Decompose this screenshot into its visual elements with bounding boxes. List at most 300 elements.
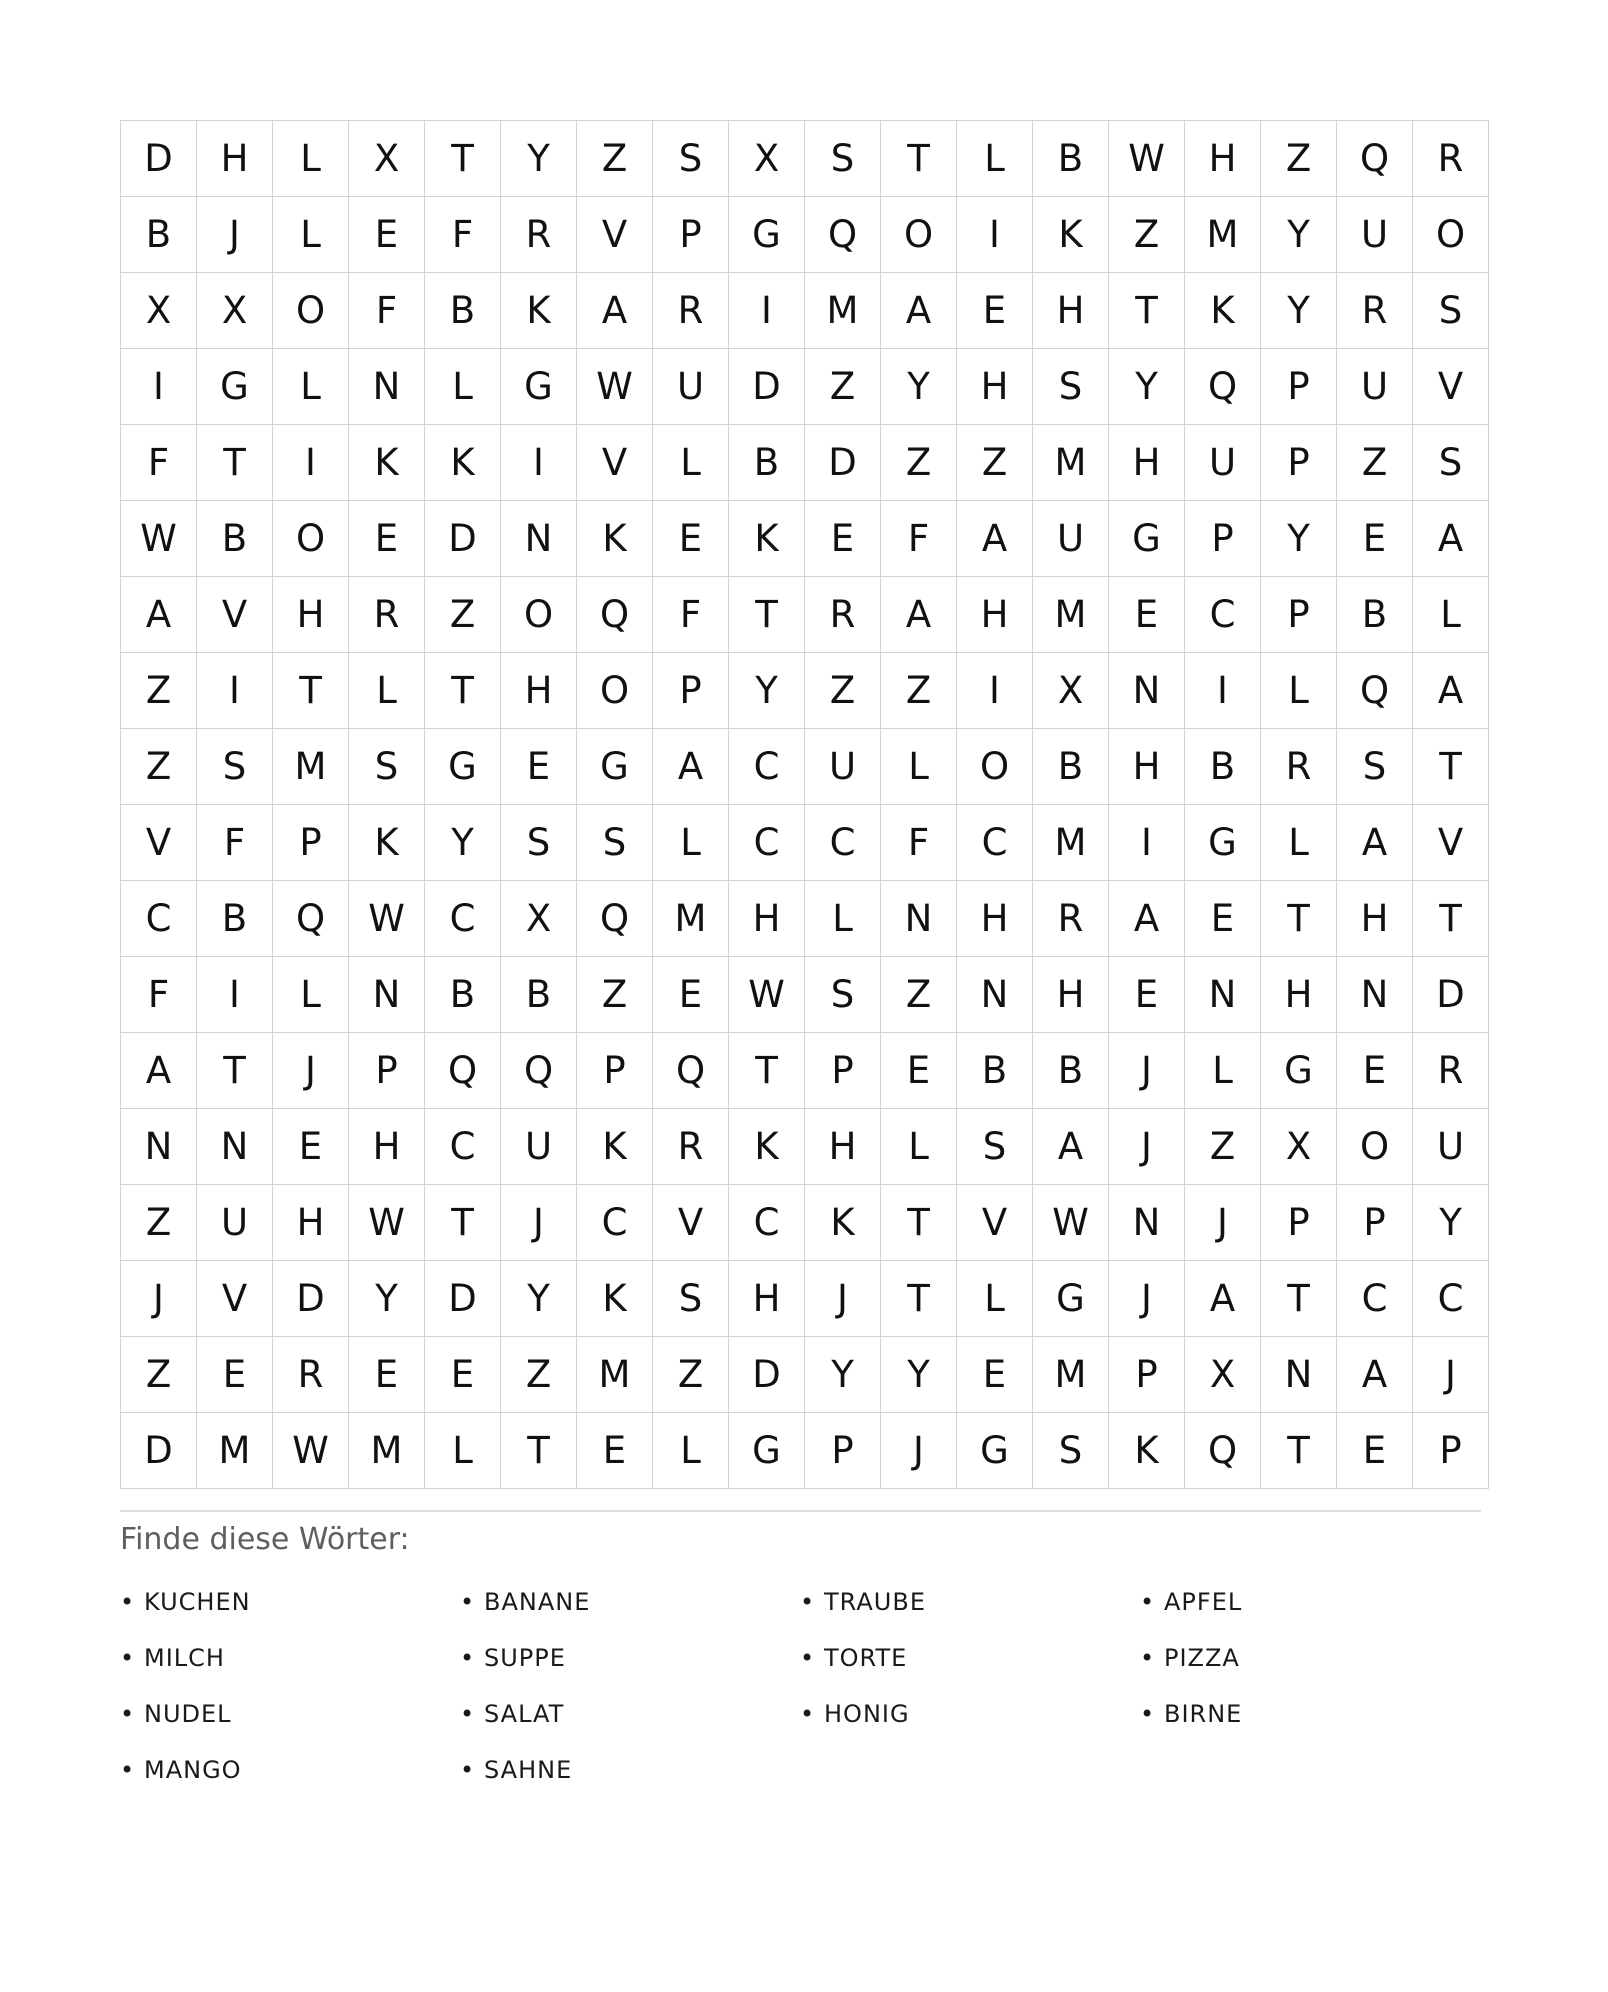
grid-cell[interactable]: F — [121, 957, 197, 1033]
grid-cell[interactable]: Y — [881, 1337, 957, 1413]
grid-cell[interactable]: S — [1413, 425, 1489, 501]
grid-cell[interactable]: U — [1413, 1109, 1489, 1185]
grid-cell[interactable]: G — [425, 729, 501, 805]
grid-cell[interactable]: T — [881, 1185, 957, 1261]
grid-cell[interactable]: Z — [653, 1337, 729, 1413]
grid-cell[interactable]: Q — [425, 1033, 501, 1109]
grid-cell[interactable]: L — [653, 805, 729, 881]
grid-cell[interactable]: H — [273, 1185, 349, 1261]
grid-cell[interactable]: V — [577, 425, 653, 501]
grid-cell[interactable]: D — [273, 1261, 349, 1337]
grid-cell[interactable]: D — [805, 425, 881, 501]
grid-cell[interactable]: F — [197, 805, 273, 881]
grid-cell[interactable]: A — [957, 501, 1033, 577]
grid-cell[interactable]: I — [1185, 653, 1261, 729]
grid-cell[interactable]: L — [881, 1109, 957, 1185]
grid-cell[interactable]: K — [349, 805, 425, 881]
grid-cell[interactable]: M — [805, 273, 881, 349]
grid-cell[interactable]: P — [653, 197, 729, 273]
grid-cell[interactable]: Y — [1261, 273, 1337, 349]
grid-cell[interactable]: I — [273, 425, 349, 501]
grid-cell[interactable]: P — [1109, 1337, 1185, 1413]
grid-cell[interactable]: Q — [577, 881, 653, 957]
grid-cell[interactable]: T — [197, 425, 273, 501]
grid-cell[interactable]: V — [121, 805, 197, 881]
grid-cell[interactable]: W — [577, 349, 653, 425]
grid-cell[interactable]: Y — [881, 349, 957, 425]
grid-cell[interactable]: Z — [121, 1185, 197, 1261]
grid-cell[interactable]: L — [349, 653, 425, 729]
grid-cell[interactable]: S — [577, 805, 653, 881]
grid-cell[interactable]: B — [425, 273, 501, 349]
grid-cell[interactable]: X — [729, 121, 805, 197]
grid-cell[interactable]: P — [805, 1413, 881, 1489]
grid-cell[interactable]: H — [1109, 425, 1185, 501]
grid-cell[interactable]: C — [729, 805, 805, 881]
grid-cell[interactable]: C — [957, 805, 1033, 881]
grid-cell[interactable]: K — [577, 1109, 653, 1185]
grid-cell[interactable]: V — [957, 1185, 1033, 1261]
grid-cell[interactable]: T — [1261, 1413, 1337, 1489]
grid-cell[interactable]: R — [1413, 1033, 1489, 1109]
grid-cell[interactable]: C — [729, 729, 805, 805]
grid-cell[interactable]: J — [1185, 1185, 1261, 1261]
grid-cell[interactable]: J — [881, 1413, 957, 1489]
grid-cell[interactable]: R — [501, 197, 577, 273]
grid-cell[interactable]: I — [1109, 805, 1185, 881]
grid-cell[interactable]: D — [1413, 957, 1489, 1033]
grid-cell[interactable]: K — [1185, 273, 1261, 349]
grid-cell[interactable]: L — [881, 729, 957, 805]
grid-cell[interactable]: V — [1413, 349, 1489, 425]
grid-cell[interactable]: T — [1261, 1261, 1337, 1337]
grid-cell[interactable]: T — [425, 653, 501, 729]
grid-cell[interactable]: M — [1033, 805, 1109, 881]
grid-cell[interactable]: T — [1413, 881, 1489, 957]
grid-cell[interactable]: Q — [805, 197, 881, 273]
grid-cell[interactable]: A — [577, 273, 653, 349]
grid-cell[interactable]: G — [501, 349, 577, 425]
grid-cell[interactable]: L — [805, 881, 881, 957]
grid-cell[interactable]: B — [425, 957, 501, 1033]
grid-cell[interactable]: F — [881, 805, 957, 881]
grid-cell[interactable]: N — [881, 881, 957, 957]
grid-cell[interactable]: B — [197, 501, 273, 577]
grid-cell[interactable]: G — [957, 1413, 1033, 1489]
grid-cell[interactable]: C — [425, 881, 501, 957]
grid-cell[interactable]: Z — [121, 729, 197, 805]
grid-cell[interactable]: J — [1109, 1109, 1185, 1185]
grid-cell[interactable]: F — [653, 577, 729, 653]
grid-cell[interactable]: E — [957, 1337, 1033, 1413]
grid-cell[interactable]: L — [1185, 1033, 1261, 1109]
grid-cell[interactable]: J — [501, 1185, 577, 1261]
grid-cell[interactable]: H — [805, 1109, 881, 1185]
grid-cell[interactable]: L — [653, 425, 729, 501]
grid-cell[interactable]: V — [197, 577, 273, 653]
grid-cell[interactable]: B — [1185, 729, 1261, 805]
grid-cell[interactable]: S — [805, 957, 881, 1033]
grid-cell[interactable]: Y — [729, 653, 805, 729]
grid-cell[interactable]: A — [653, 729, 729, 805]
grid-cell[interactable]: S — [197, 729, 273, 805]
grid-cell[interactable]: Y — [425, 805, 501, 881]
grid-cell[interactable]: M — [1033, 425, 1109, 501]
grid-cell[interactable]: Z — [121, 1337, 197, 1413]
grid-cell[interactable]: Y — [805, 1337, 881, 1413]
grid-cell[interactable]: P — [273, 805, 349, 881]
grid-cell[interactable]: D — [425, 501, 501, 577]
grid-cell[interactable]: X — [1261, 1109, 1337, 1185]
grid-cell[interactable]: T — [1413, 729, 1489, 805]
grid-cell[interactable]: R — [1337, 273, 1413, 349]
grid-cell[interactable]: H — [957, 577, 1033, 653]
grid-cell[interactable]: Q — [1337, 653, 1413, 729]
grid-cell[interactable]: G — [577, 729, 653, 805]
grid-cell[interactable]: S — [349, 729, 425, 805]
grid-cell[interactable]: J — [1109, 1033, 1185, 1109]
grid-cell[interactable]: K — [729, 1109, 805, 1185]
grid-cell[interactable]: S — [1413, 273, 1489, 349]
grid-cell[interactable]: M — [349, 1413, 425, 1489]
grid-cell[interactable]: U — [805, 729, 881, 805]
grid-cell[interactable]: M — [653, 881, 729, 957]
grid-cell[interactable]: P — [1261, 577, 1337, 653]
grid-cell[interactable]: N — [349, 957, 425, 1033]
grid-cell[interactable]: L — [425, 349, 501, 425]
grid-cell[interactable]: O — [1337, 1109, 1413, 1185]
grid-cell[interactable]: J — [1109, 1261, 1185, 1337]
grid-cell[interactable]: Z — [805, 653, 881, 729]
grid-cell[interactable]: W — [349, 881, 425, 957]
grid-cell[interactable]: E — [805, 501, 881, 577]
grid-cell[interactable]: B — [121, 197, 197, 273]
grid-cell[interactable]: W — [349, 1185, 425, 1261]
grid-cell[interactable]: Z — [1261, 121, 1337, 197]
grid-cell[interactable]: L — [1261, 653, 1337, 729]
grid-cell[interactable]: E — [1109, 957, 1185, 1033]
grid-cell[interactable]: K — [1109, 1413, 1185, 1489]
grid-cell[interactable]: P — [653, 653, 729, 729]
grid-cell[interactable]: L — [425, 1413, 501, 1489]
grid-cell[interactable]: H — [1109, 729, 1185, 805]
grid-cell[interactable]: Y — [1413, 1185, 1489, 1261]
grid-cell[interactable]: E — [349, 197, 425, 273]
grid-cell[interactable]: K — [501, 273, 577, 349]
grid-cell[interactable]: S — [957, 1109, 1033, 1185]
grid-cell[interactable]: W — [273, 1413, 349, 1489]
grid-cell[interactable]: G — [1185, 805, 1261, 881]
grid-cell[interactable]: E — [881, 1033, 957, 1109]
grid-cell[interactable]: Y — [1261, 197, 1337, 273]
grid-cell[interactable]: M — [273, 729, 349, 805]
grid-cell[interactable]: J — [273, 1033, 349, 1109]
grid-cell[interactable]: H — [1033, 273, 1109, 349]
grid-cell[interactable]: R — [1413, 121, 1489, 197]
grid-cell[interactable]: W — [729, 957, 805, 1033]
grid-cell[interactable]: G — [729, 197, 805, 273]
grid-cell[interactable]: C — [805, 805, 881, 881]
grid-cell[interactable]: K — [577, 1261, 653, 1337]
grid-cell[interactable]: P — [1413, 1413, 1489, 1489]
grid-cell[interactable]: U — [1185, 425, 1261, 501]
grid-cell[interactable]: H — [729, 1261, 805, 1337]
grid-cell[interactable]: E — [349, 1337, 425, 1413]
grid-cell[interactable]: N — [1109, 1185, 1185, 1261]
grid-cell[interactable]: Q — [1337, 121, 1413, 197]
grid-cell[interactable]: B — [957, 1033, 1033, 1109]
grid-cell[interactable]: S — [1033, 1413, 1109, 1489]
grid-cell[interactable]: D — [121, 1413, 197, 1489]
grid-cell[interactable]: E — [1337, 1413, 1413, 1489]
grid-cell[interactable]: S — [1337, 729, 1413, 805]
grid-cell[interactable]: W — [1109, 121, 1185, 197]
grid-cell[interactable]: Z — [121, 653, 197, 729]
grid-cell[interactable]: E — [349, 501, 425, 577]
grid-cell[interactable]: E — [653, 957, 729, 1033]
grid-cell[interactable]: D — [121, 121, 197, 197]
grid-cell[interactable]: U — [1337, 197, 1413, 273]
grid-cell[interactable]: Q — [1185, 349, 1261, 425]
grid-cell[interactable]: A — [1185, 1261, 1261, 1337]
grid-cell[interactable]: M — [1033, 1337, 1109, 1413]
grid-cell[interactable]: G — [197, 349, 273, 425]
grid-cell[interactable]: H — [197, 121, 273, 197]
grid-cell[interactable]: I — [197, 957, 273, 1033]
grid-cell[interactable]: A — [121, 577, 197, 653]
grid-cell[interactable]: H — [1033, 957, 1109, 1033]
grid-cell[interactable]: B — [1033, 729, 1109, 805]
grid-cell[interactable]: U — [1337, 349, 1413, 425]
grid-cell[interactable]: X — [1185, 1337, 1261, 1413]
grid-cell[interactable]: Z — [957, 425, 1033, 501]
grid-cell[interactable]: B — [1033, 121, 1109, 197]
grid-cell[interactable]: G — [1261, 1033, 1337, 1109]
grid-cell[interactable]: O — [881, 197, 957, 273]
grid-cell[interactable]: V — [197, 1261, 273, 1337]
grid-cell[interactable]: E — [501, 729, 577, 805]
grid-cell[interactable]: C — [425, 1109, 501, 1185]
grid-cell[interactable]: T — [425, 121, 501, 197]
grid-cell[interactable]: N — [957, 957, 1033, 1033]
grid-cell[interactable]: G — [1109, 501, 1185, 577]
grid-cell[interactable]: T — [1109, 273, 1185, 349]
grid-cell[interactable]: T — [881, 1261, 957, 1337]
grid-cell[interactable]: S — [501, 805, 577, 881]
grid-cell[interactable]: A — [881, 273, 957, 349]
grid-cell[interactable]: I — [957, 197, 1033, 273]
grid-cell[interactable]: F — [121, 425, 197, 501]
grid-cell[interactable]: O — [273, 501, 349, 577]
grid-cell[interactable]: V — [577, 197, 653, 273]
grid-cell[interactable]: X — [501, 881, 577, 957]
grid-cell[interactable]: K — [729, 501, 805, 577]
grid-cell[interactable]: H — [1337, 881, 1413, 957]
grid-cell[interactable]: O — [501, 577, 577, 653]
grid-cell[interactable]: G — [1033, 1261, 1109, 1337]
grid-cell[interactable]: E — [653, 501, 729, 577]
grid-cell[interactable]: A — [1337, 805, 1413, 881]
grid-cell[interactable]: F — [425, 197, 501, 273]
grid-cell[interactable]: S — [653, 1261, 729, 1337]
grid-cell[interactable]: Z — [1109, 197, 1185, 273]
grid-cell[interactable]: S — [805, 121, 881, 197]
grid-cell[interactable]: L — [273, 121, 349, 197]
grid-cell[interactable]: C — [577, 1185, 653, 1261]
grid-cell[interactable]: A — [1337, 1337, 1413, 1413]
grid-cell[interactable]: T — [1261, 881, 1337, 957]
grid-cell[interactable]: H — [273, 577, 349, 653]
grid-cell[interactable]: N — [197, 1109, 273, 1185]
grid-cell[interactable]: Z — [881, 957, 957, 1033]
grid-cell[interactable]: E — [1337, 1033, 1413, 1109]
grid-cell[interactable]: T — [881, 121, 957, 197]
grid-cell[interactable]: G — [729, 1413, 805, 1489]
grid-cell[interactable]: Q — [273, 881, 349, 957]
grid-cell[interactable]: S — [653, 121, 729, 197]
grid-cell[interactable]: I — [501, 425, 577, 501]
grid-cell[interactable]: N — [1185, 957, 1261, 1033]
grid-cell[interactable]: X — [121, 273, 197, 349]
grid-cell[interactable]: L — [273, 349, 349, 425]
grid-cell[interactable]: M — [577, 1337, 653, 1413]
grid-cell[interactable]: P — [1261, 1185, 1337, 1261]
grid-cell[interactable]: R — [1033, 881, 1109, 957]
grid-cell[interactable]: U — [1033, 501, 1109, 577]
grid-cell[interactable]: C — [1413, 1261, 1489, 1337]
grid-cell[interactable]: D — [425, 1261, 501, 1337]
grid-cell[interactable]: H — [349, 1109, 425, 1185]
grid-cell[interactable]: N — [1337, 957, 1413, 1033]
grid-cell[interactable]: J — [805, 1261, 881, 1337]
grid-cell[interactable]: Z — [577, 121, 653, 197]
grid-cell[interactable]: P — [1261, 425, 1337, 501]
grid-cell[interactable]: R — [805, 577, 881, 653]
grid-cell[interactable]: L — [273, 197, 349, 273]
grid-cell[interactable]: R — [653, 1109, 729, 1185]
grid-cell[interactable]: H — [501, 653, 577, 729]
grid-cell[interactable]: C — [729, 1185, 805, 1261]
grid-cell[interactable]: M — [1185, 197, 1261, 273]
grid-cell[interactable]: U — [197, 1185, 273, 1261]
grid-cell[interactable]: D — [729, 1337, 805, 1413]
grid-cell[interactable]: K — [349, 425, 425, 501]
grid-cell[interactable]: O — [957, 729, 1033, 805]
grid-cell[interactable]: Y — [501, 121, 577, 197]
grid-cell[interactable]: P — [349, 1033, 425, 1109]
grid-cell[interactable]: P — [1185, 501, 1261, 577]
grid-cell[interactable]: J — [121, 1261, 197, 1337]
grid-cell[interactable]: I — [121, 349, 197, 425]
grid-cell[interactable]: H — [1261, 957, 1337, 1033]
grid-cell[interactable]: K — [1033, 197, 1109, 273]
grid-cell[interactable]: C — [1185, 577, 1261, 653]
grid-cell[interactable]: N — [121, 1109, 197, 1185]
grid-cell[interactable]: E — [273, 1109, 349, 1185]
grid-cell[interactable]: L — [957, 121, 1033, 197]
grid-cell[interactable]: F — [881, 501, 957, 577]
grid-cell[interactable]: B — [197, 881, 273, 957]
grid-cell[interactable]: P — [1261, 349, 1337, 425]
grid-cell[interactable]: R — [349, 577, 425, 653]
grid-cell[interactable]: Z — [1337, 425, 1413, 501]
grid-cell[interactable]: A — [1413, 501, 1489, 577]
grid-cell[interactable]: E — [957, 273, 1033, 349]
grid-cell[interactable]: A — [881, 577, 957, 653]
grid-cell[interactable]: B — [729, 425, 805, 501]
grid-cell[interactable]: Y — [1109, 349, 1185, 425]
grid-cell[interactable]: R — [273, 1337, 349, 1413]
grid-cell[interactable]: Z — [1185, 1109, 1261, 1185]
grid-cell[interactable]: O — [1413, 197, 1489, 273]
grid-cell[interactable]: E — [1337, 501, 1413, 577]
grid-cell[interactable]: Q — [1185, 1413, 1261, 1489]
grid-cell[interactable]: Q — [577, 577, 653, 653]
grid-cell[interactable]: J — [1413, 1337, 1489, 1413]
grid-cell[interactable]: Z — [577, 957, 653, 1033]
grid-cell[interactable]: Z — [881, 425, 957, 501]
grid-cell[interactable]: E — [425, 1337, 501, 1413]
grid-cell[interactable]: Z — [425, 577, 501, 653]
grid-cell[interactable]: E — [1109, 577, 1185, 653]
grid-cell[interactable]: A — [1109, 881, 1185, 957]
grid-cell[interactable]: H — [1185, 121, 1261, 197]
grid-cell[interactable]: L — [653, 1413, 729, 1489]
grid-cell[interactable]: C — [1337, 1261, 1413, 1337]
grid-cell[interactable]: B — [501, 957, 577, 1033]
grid-cell[interactable]: S — [1033, 349, 1109, 425]
grid-cell[interactable]: N — [1261, 1337, 1337, 1413]
grid-cell[interactable]: K — [805, 1185, 881, 1261]
grid-cell[interactable]: I — [729, 273, 805, 349]
grid-cell[interactable]: T — [197, 1033, 273, 1109]
grid-cell[interactable]: U — [501, 1109, 577, 1185]
grid-cell[interactable]: T — [729, 1033, 805, 1109]
grid-cell[interactable]: M — [1033, 577, 1109, 653]
grid-cell[interactable]: E — [197, 1337, 273, 1413]
grid-cell[interactable]: V — [1413, 805, 1489, 881]
grid-cell[interactable]: N — [501, 501, 577, 577]
grid-cell[interactable]: P — [805, 1033, 881, 1109]
grid-cell[interactable]: Z — [805, 349, 881, 425]
grid-cell[interactable]: H — [957, 881, 1033, 957]
grid-cell[interactable]: N — [349, 349, 425, 425]
grid-cell[interactable]: F — [349, 273, 425, 349]
grid-cell[interactable]: V — [653, 1185, 729, 1261]
grid-cell[interactable]: T — [425, 1185, 501, 1261]
grid-cell[interactable]: W — [1033, 1185, 1109, 1261]
grid-cell[interactable]: P — [1337, 1185, 1413, 1261]
grid-cell[interactable]: A — [1033, 1109, 1109, 1185]
grid-cell[interactable]: O — [577, 653, 653, 729]
grid-cell[interactable]: I — [197, 653, 273, 729]
grid-cell[interactable]: C — [121, 881, 197, 957]
grid-cell[interactable]: R — [653, 273, 729, 349]
grid-cell[interactable]: M — [197, 1413, 273, 1489]
grid-cell[interactable]: L — [957, 1261, 1033, 1337]
grid-cell[interactable]: Z — [881, 653, 957, 729]
grid-cell[interactable]: Q — [501, 1033, 577, 1109]
grid-cell[interactable]: E — [577, 1413, 653, 1489]
grid-cell[interactable]: Q — [653, 1033, 729, 1109]
grid-cell[interactable]: B — [1337, 577, 1413, 653]
grid-cell[interactable]: X — [349, 121, 425, 197]
grid-cell[interactable]: H — [957, 349, 1033, 425]
grid-cell[interactable]: T — [729, 577, 805, 653]
grid-cell[interactable]: W — [121, 501, 197, 577]
grid-cell[interactable]: A — [1413, 653, 1489, 729]
grid-cell[interactable]: P — [577, 1033, 653, 1109]
